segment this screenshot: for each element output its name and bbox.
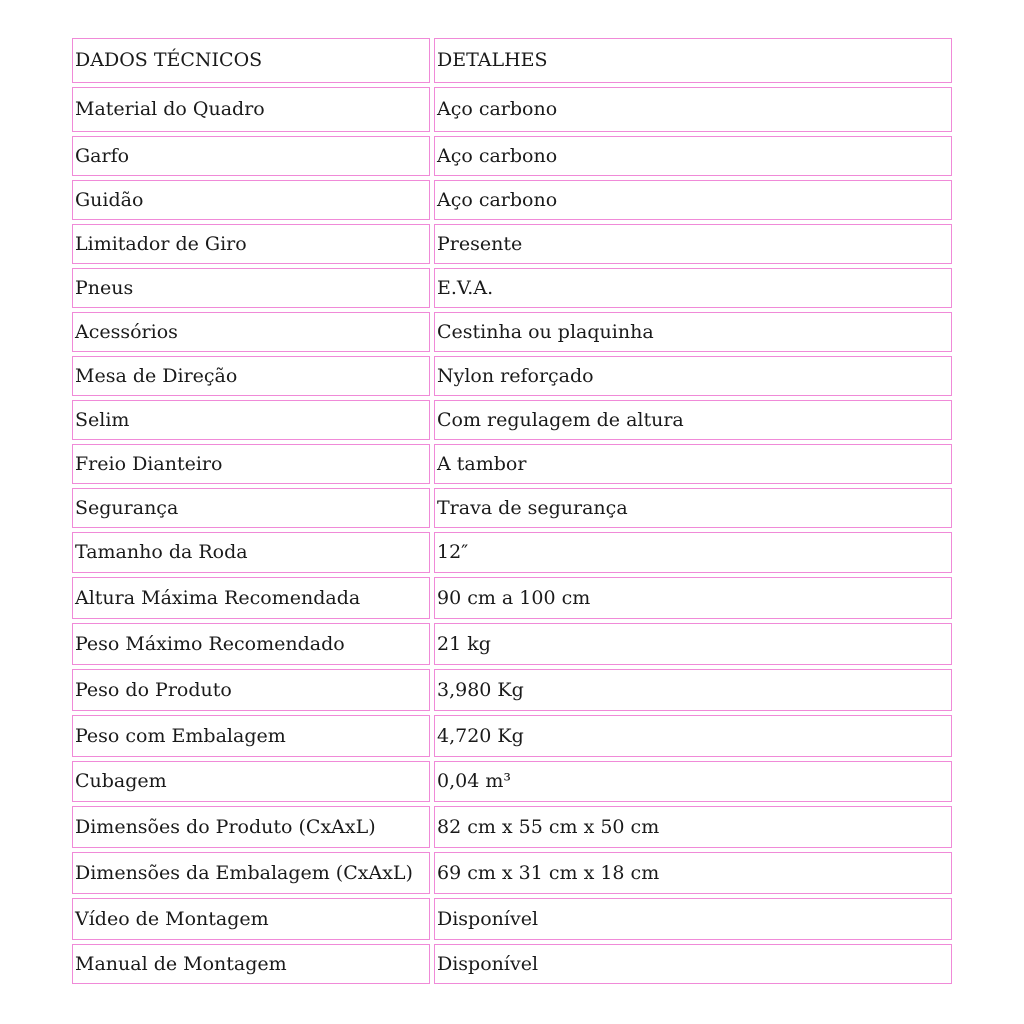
row-label: Mesa de Direção — [72, 356, 430, 396]
table-row — [72, 623, 952, 665]
row-label: Guidão — [72, 180, 430, 220]
table-header-row — [72, 38, 952, 83]
row-label: Freio Dianteiro — [72, 444, 430, 484]
row-value: 3,980 Kg — [434, 669, 952, 711]
row-value: E.V.A. — [434, 268, 952, 308]
row-value: Cestinha ou plaquinha — [434, 312, 952, 352]
table-row — [72, 180, 952, 220]
table-row — [72, 669, 952, 711]
row-label: Manual de Montagem — [72, 944, 430, 984]
table-row — [72, 356, 952, 396]
row-value: Trava de segurança — [434, 488, 952, 528]
table-row — [72, 806, 952, 848]
row-label: Limitador de Giro — [72, 224, 430, 264]
row-label: Acessórios — [72, 312, 430, 352]
row-value: 90 cm a 100 cm — [434, 577, 952, 619]
row-value: A tambor — [434, 444, 952, 484]
row-value: 0,04 m³ — [434, 761, 952, 802]
row-label: Tamanho da Roda — [72, 532, 430, 573]
header-label-cell: DADOS TÉCNICOS — [72, 38, 430, 83]
row-value: Aço carbono — [434, 180, 952, 220]
row-value: Aço carbono — [434, 136, 952, 176]
table-row — [72, 898, 952, 940]
row-value: 12″ — [434, 532, 952, 573]
row-value: 69 cm x 31 cm x 18 cm — [434, 852, 952, 894]
row-value: Com regulagem de altura — [434, 400, 952, 440]
table-row — [72, 87, 952, 132]
table-row — [72, 715, 952, 757]
table-row — [72, 136, 952, 176]
row-value: Disponível — [434, 944, 952, 984]
table-row — [72, 761, 952, 802]
row-label: Pneus — [72, 268, 430, 308]
header-value-cell: DETALHES — [434, 38, 952, 83]
row-value: 82 cm x 55 cm x 50 cm — [434, 806, 952, 848]
row-value: 4,720 Kg — [434, 715, 952, 757]
table-row — [72, 312, 952, 352]
row-value: 21 kg — [434, 623, 952, 665]
row-label: Selim — [72, 400, 430, 440]
row-label: Peso do Produto — [72, 669, 430, 711]
row-label: Peso Máximo Recomendado — [72, 623, 430, 665]
table-row — [72, 224, 952, 264]
table-row — [72, 268, 952, 308]
table-row — [72, 488, 952, 528]
table-row — [72, 577, 952, 619]
row-label: Garfo — [72, 136, 430, 176]
row-label: Segurança — [72, 488, 430, 528]
row-value: Presente — [434, 224, 952, 264]
table-row — [72, 444, 952, 484]
spec-table — [68, 34, 956, 988]
row-label: Cubagem — [72, 761, 430, 802]
row-label: Material do Quadro — [72, 87, 430, 132]
row-label: Peso com Embalagem — [72, 715, 430, 757]
table-row — [72, 532, 952, 573]
table-row — [72, 944, 952, 984]
table-row — [72, 400, 952, 440]
row-value: Aço carbono — [434, 87, 952, 132]
row-value: Disponível — [434, 898, 952, 940]
row-label: Dimensões do Produto (CxAxL) — [72, 806, 430, 848]
row-label: Dimensões da Embalagem (CxAxL) — [72, 852, 430, 894]
row-value: Nylon reforçado — [434, 356, 952, 396]
table-row — [72, 852, 952, 894]
row-label: Vídeo de Montagem — [72, 898, 430, 940]
row-label: Altura Máxima Recomendada — [72, 577, 430, 619]
